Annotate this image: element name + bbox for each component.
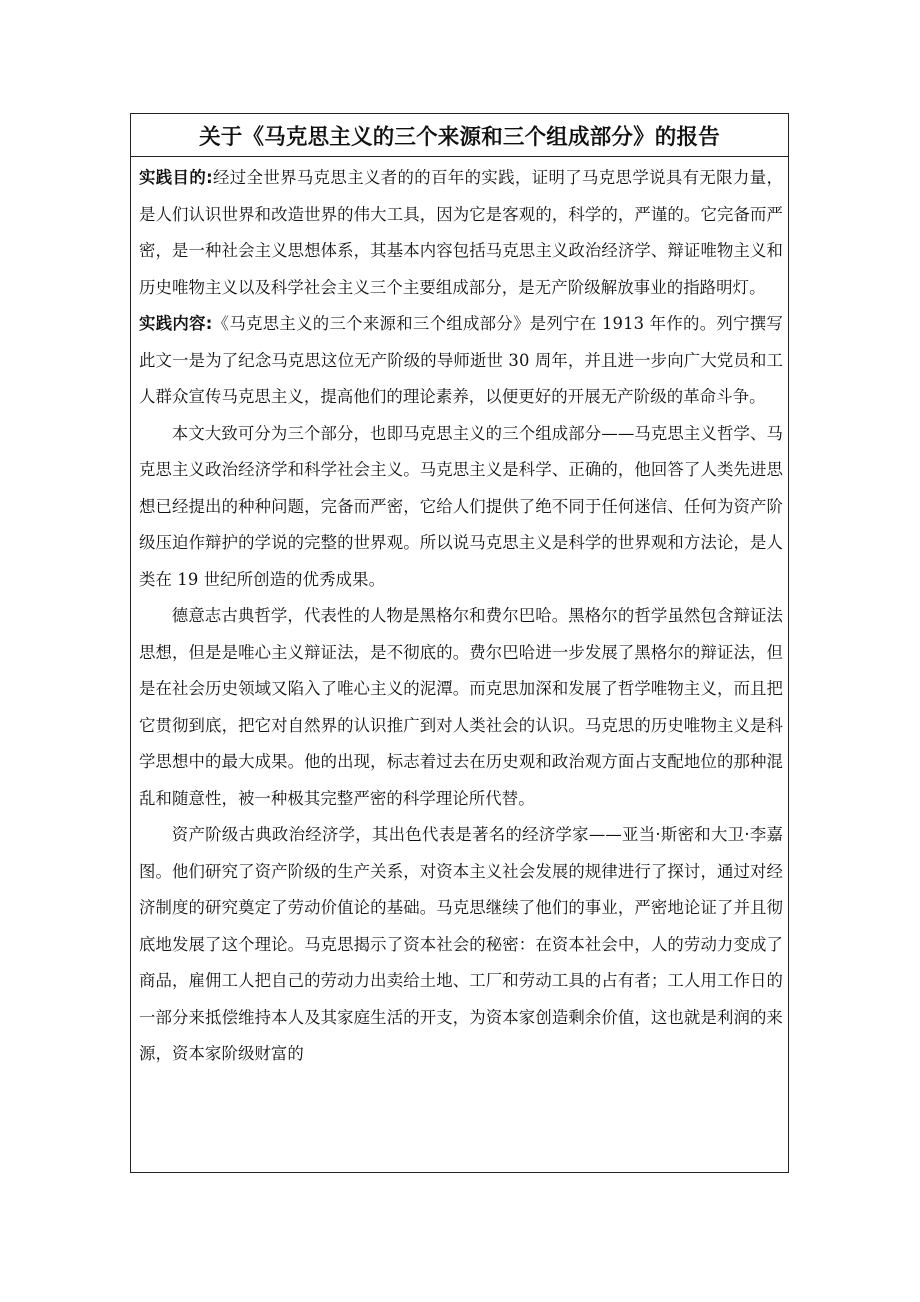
report-title: 关于《马克思主义的三个来源和三个组成部分》的报告 — [199, 125, 720, 150]
body-paragraph-economics: 资产阶级古典政治经济学，其出色代表是著名的经济学家——亚当·斯密和大卫·李嘉图。他们研究了资产阶级的生产关系，对资本主义社会发展的规律进行了探讨，通过对经济制度的研究奠定了劳动价值论的基础。马克思继续了他们的事业，严密地论证了并且彻底地发展了这个理论。马克思揭示了资本社会的秘密：在资本社会中，人的劳动力变成了商品，雇佣工人把自己的劳动力出卖给土地、工厂和劳动工具的占有者；工人用工作日的一部分来抵偿维持本人及其家庭生活的开支，为资本家创造剩余价值，这也就是利润的来源，资本家阶级财富的 — [139, 825, 783, 1063]
purpose-paragraph — [139, 160, 783, 306]
body-paragraph-overview: 本文大致可分为三个部分，也即马克思主义的三个组成部分——马克思主义哲学、马克思主义政治经济学和科学社会主义。马克思主义是科学、正确的，他回答了人类先进思想已经提出的种种问题，完备而严密，它给人们提供了绝不同于任何迷信、任何为资产阶级压迫作辩护的学说的完整的世界观。所以说马克思主义是科学的世界观和方法论，是人类在 19 世纪所创造的优秀成果。 — [139, 423, 783, 589]
purpose-text: 经过全世界马克思主义者的的百年的实践，证明了马克思学说具有无限力量，是人们认识世界和改造世界的伟大工具，因为它是客观的，科学的，严谨的。它完备而严密，是一种社会主义思想体系，其基本内容包括马克思主义政治经济学、辩证唯物主义和历史唯物主义以及科学社会主义三个主要组成部分，是无产阶级解放事业的指路明灯。 — [139, 168, 783, 297]
content-text: 《马克思主义的三个来源和三个组成部分》是列宁在 1913 年作的。列宁撰写此文一是为了纪念马克思这位无产阶级的导师逝世 30 周年，并且进一步向广大党员和工人群众宣传马克思主义，提高他们的理论素养，以便更好的开展无产阶级的革命斗争。 — [139, 314, 783, 406]
body-paragraph-philosophy: 德意志古典哲学，代表性的人物是黑格尔和费尔巴哈。黑格尔的哲学虽然包含辩证法思想，但是是唯心主义辩证法，是不彻底的。费尔巴哈进一步发展了黑格尔的辩证法，但是在社会历史领域又陷入了唯心主义的泥潭。而克思加深和发展了哲学唯物主义，而且把它贯彻到底，把它对自然界的认识推广到对人类社会的认识。马克思的历史唯物主义是科学思想中的最大成果。他的出现，标志着过去在历史观和政治观方面占支配地位的那种混乱和随意性，被一种极其完整严密的科学理论所代替。 — [139, 606, 783, 808]
content-label: 实践内容: — [139, 314, 213, 333]
report-body — [131, 157, 788, 1073]
report-table — [130, 113, 789, 1173]
content-paragraph — [139, 306, 783, 416]
title-row — [131, 114, 788, 157]
purpose-label: 实践目的: — [139, 168, 213, 187]
